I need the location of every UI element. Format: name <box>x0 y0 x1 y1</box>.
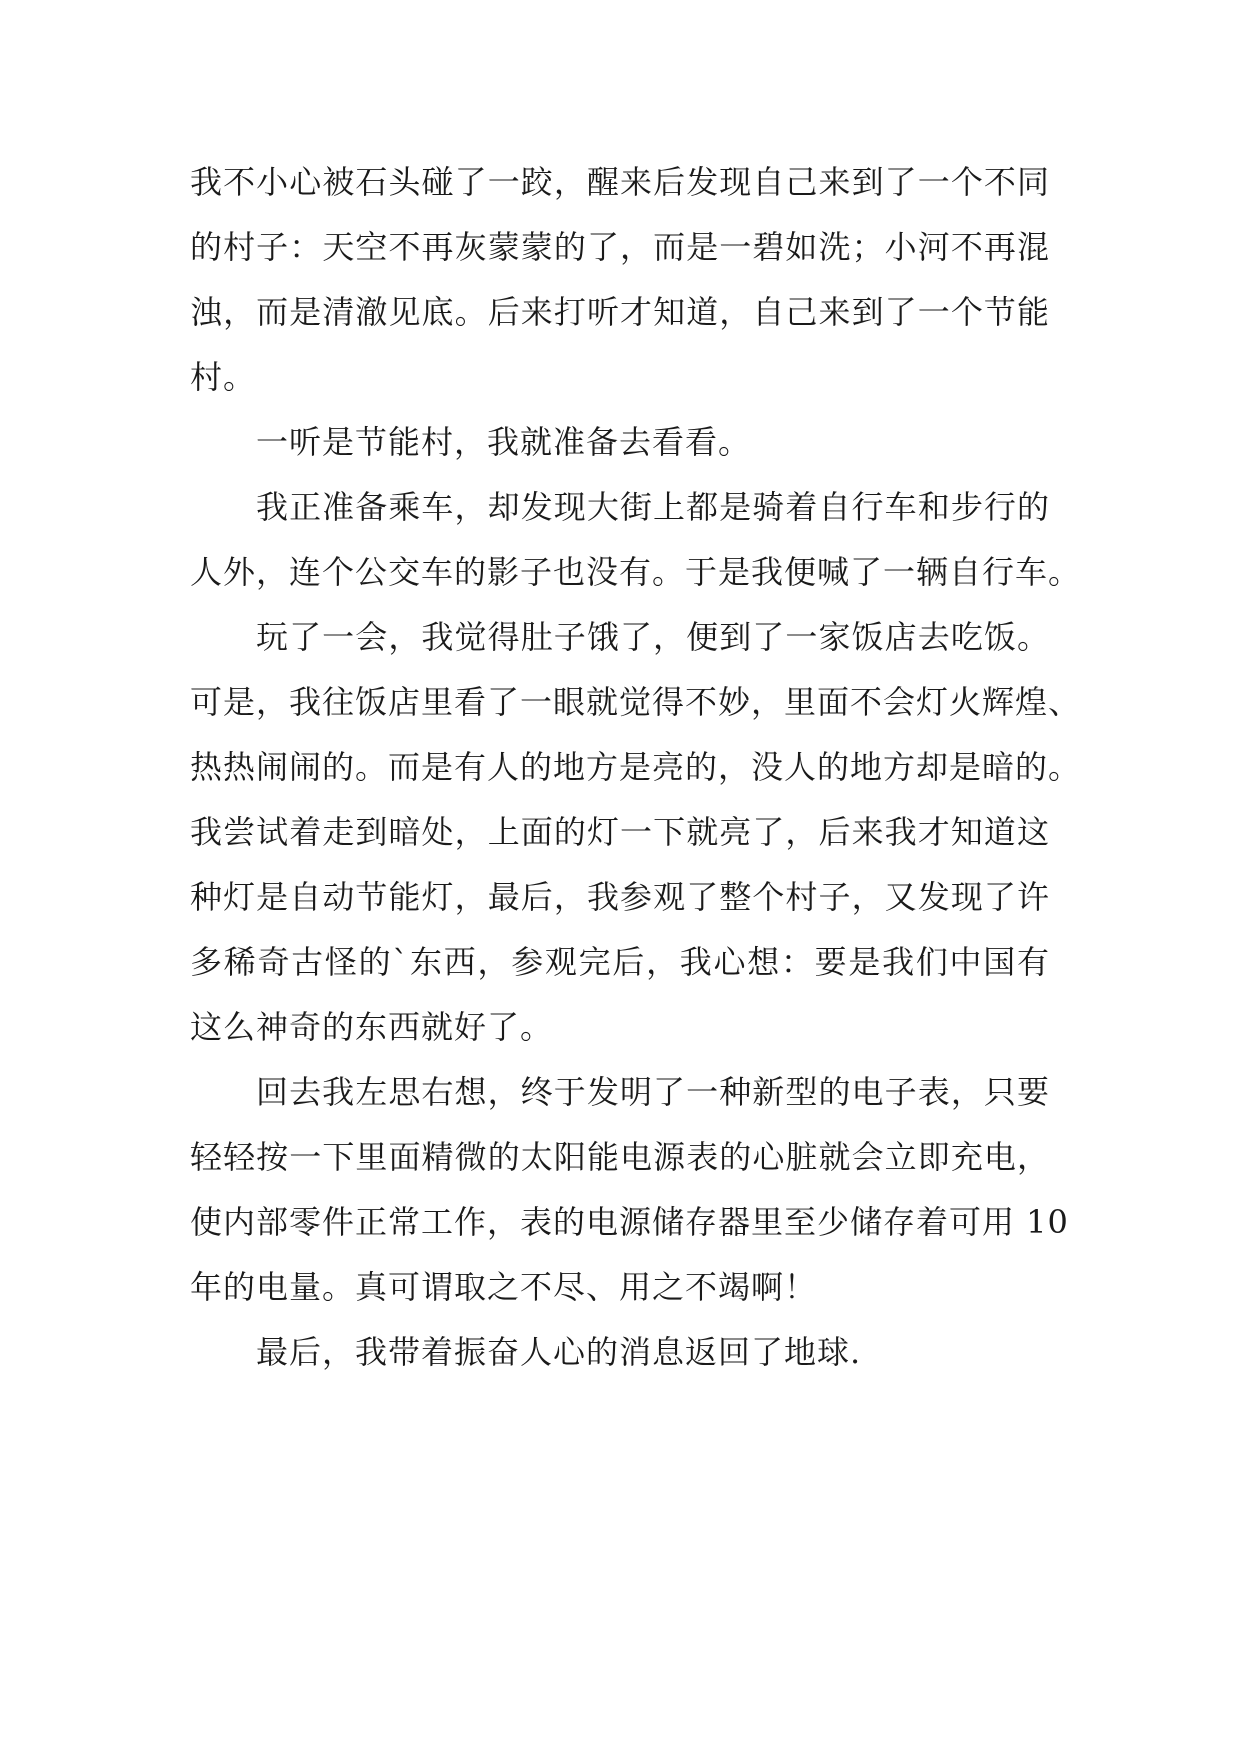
text-line: 多稀奇古怪的`东西，参观完后，我心想：要是我们中国有 <box>190 943 1050 981</box>
paragraph-6 <box>190 1320 1050 1385</box>
paragraph-1 <box>190 150 1050 410</box>
text-line: 年的电量。真可谓取之不尽、用之不竭啊！ <box>190 1268 818 1306</box>
text-line: 可是，我往饭店里看了一眼就觉得不妙，里面不会灯火辉煌、 <box>190 683 1082 721</box>
text-line: 回去我左思右想，终于发明了一种新型的电子表，只要 <box>256 1073 1050 1111</box>
text-line: 热热闹闹的。而是有人的地方是亮的，没人的地方却是暗的。 <box>190 748 1082 786</box>
text-line: 玩了一会，我觉得肚子饿了，便到了一家饭店去吃饭。 <box>256 618 1050 656</box>
text-line: 浊，而是清澈见底。后来打听才知道，自己来到了一个节能 <box>190 293 1050 331</box>
paragraph-4 <box>190 605 1082 1060</box>
text-line: 种灯是自动节能灯，最后，我参观了整个村子，又发现了许 <box>190 878 1050 916</box>
document-body <box>190 150 1082 1385</box>
text-line: 一听是节能村，我就准备去看看。 <box>256 423 752 461</box>
text-line: 人外，连个公交车的影子也没有。于是我便喊了一辆自行车。 <box>190 553 1082 591</box>
text-line: 我正准备乘车，却发现大街上都是骑着自行车和步行的 <box>256 488 1050 526</box>
paragraph-2 <box>190 410 1050 475</box>
text-line: 使内部零件正常工作，表的电源储存器里至少储存着可用 10 <box>190 1203 1069 1241</box>
text-line: 村。 <box>190 358 257 396</box>
text-line: 轻轻按一下里面精微的太阳能电源表的心脏就会立即充电， <box>190 1138 1050 1176</box>
text-line: 这么神奇的东西就好了。 <box>190 1008 554 1046</box>
paragraph-3 <box>190 475 1082 605</box>
text-line: 的村子：天空不再灰蒙蒙的了，而是一碧如洗；小河不再混 <box>190 228 1050 266</box>
paragraph-5 <box>190 1060 1069 1320</box>
text-line: 我不小心被石头碰了一跤，醒来后发现自己来到了一个不同 <box>190 163 1050 201</box>
text-line: 我尝试着走到暗处，上面的灯一下就亮了，后来我才知道这 <box>190 813 1050 851</box>
text-line: 最后，我带着振奋人心的消息返回了地球. <box>256 1333 862 1371</box>
